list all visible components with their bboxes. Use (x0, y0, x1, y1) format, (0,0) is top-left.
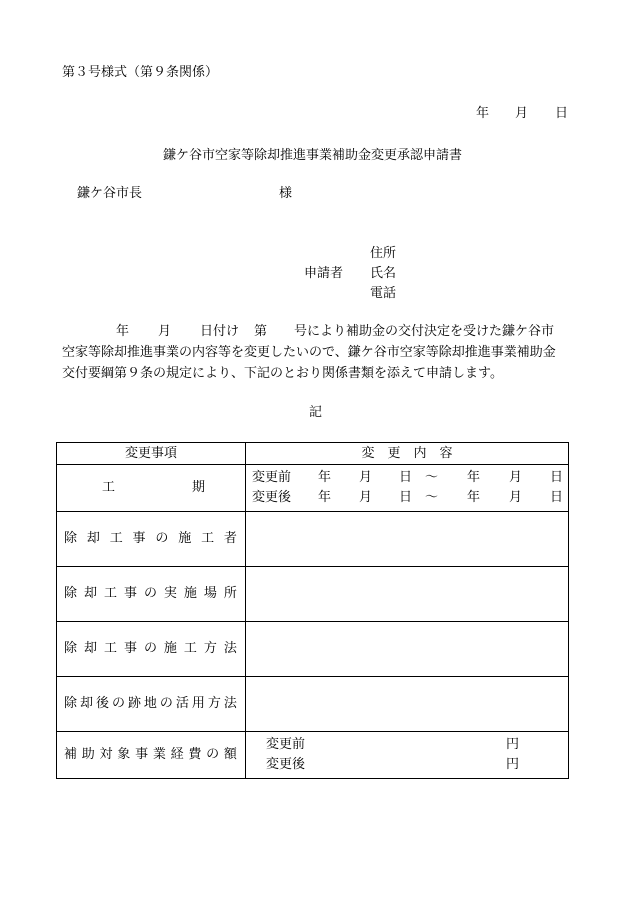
addressee-name: 鎌ケ谷市長 (77, 186, 143, 201)
cost-row (57, 732, 569, 779)
date-year-label: 年 (476, 106, 490, 121)
row-label: 除 却 後 の 跡 地 の 活 用 方 法 (64, 696, 237, 712)
cost-before-label: 変更前 (266, 737, 306, 753)
period-after-year: 年 (318, 490, 332, 506)
cost-label: 補 助 対 象 事 業 経 費 の 額 (64, 747, 237, 763)
row-value-cell[interactable] (246, 567, 569, 622)
phone-label: 電話 (370, 286, 397, 301)
period-label-a: 工 (102, 480, 116, 496)
row-label-cell (57, 567, 246, 622)
table-row (57, 677, 569, 732)
date-day-label: 日 (555, 106, 569, 121)
addressee-honorific: 様 (279, 186, 293, 201)
period-label-b: 期 (191, 480, 205, 496)
row-label: 除 却 工 事 の 施 工 方 法 (64, 641, 237, 657)
change-items-table (56, 442, 569, 779)
name-label: 氏名 (370, 266, 397, 281)
period-after-label: 変更後 (252, 490, 292, 506)
table-row (57, 622, 569, 677)
row-value-cell[interactable] (246, 677, 569, 732)
period-label-cell (57, 465, 246, 512)
period-before-end-month: 月 (509, 470, 523, 486)
row-value-cell[interactable] (246, 622, 569, 677)
cost-before-line (246, 735, 568, 755)
period-after-end-year: 年 (467, 490, 481, 506)
cost-label-cell (57, 732, 246, 779)
period-after-tilde: ～ (425, 490, 439, 506)
row-label: 除 却 工 事 の 実 施 場 所 (64, 586, 237, 602)
applicant-label: 申請者 (304, 266, 344, 281)
body-date-suffix: 日付け (200, 324, 240, 339)
header-content: 変 更 内 容 (246, 443, 569, 465)
period-after-day: 日 (399, 490, 413, 506)
period-after-line (246, 488, 568, 508)
cost-after-line (246, 755, 568, 775)
form-number: 第３号様式（第９条関係） (62, 65, 219, 80)
row-label-cell (57, 677, 246, 732)
body-month: 月 (158, 324, 172, 339)
address-label: 住所 (370, 246, 397, 261)
period-before-month: 月 (359, 470, 373, 486)
body-line-3: 交付要綱第９条の規定により、下記のとおり関係書類を添えて申請します。 (62, 366, 503, 381)
period-before-day: 日 (399, 470, 413, 486)
period-before-year: 年 (318, 470, 332, 486)
date-month-label: 月 (515, 106, 529, 121)
period-before-end-day: 日 (550, 470, 564, 486)
period-before-end-year: 年 (467, 470, 481, 486)
row-label-cell (57, 512, 246, 567)
period-after-end-day: 日 (550, 490, 564, 506)
cost-value-cell (246, 732, 569, 779)
row-label: 除 却 工 事 の 施 工 者 (64, 531, 237, 547)
body-number-prefix: 第 (254, 324, 268, 339)
cost-before-yen: 円 (506, 737, 520, 753)
period-before-label: 変更前 (252, 470, 292, 486)
period-value-cell (246, 465, 569, 512)
body-line-2: 空家等除却推進事業の内容等を変更したいので、鎌ケ谷市空家等除却推進事業補助金 (62, 345, 556, 360)
table-header-row (57, 443, 569, 465)
row-label-cell (57, 622, 246, 677)
document-title: 鎌ケ谷市空家等除却推進事業補助金変更承認申請書 (163, 148, 463, 163)
period-after-month: 月 (359, 490, 373, 506)
row-value-cell[interactable] (246, 512, 569, 567)
period-before-line (246, 468, 568, 488)
table-row (57, 512, 569, 567)
table-row (57, 567, 569, 622)
cost-after-yen: 円 (506, 757, 520, 773)
body-year: 年 (116, 324, 130, 339)
period-before-tilde: ～ (425, 470, 439, 486)
period-after-end-month: 月 (509, 490, 523, 506)
header-item: 変更事項 (57, 443, 246, 465)
note-mark: 記 (309, 405, 323, 420)
cost-after-label: 変更後 (266, 757, 306, 773)
period-row (57, 465, 569, 512)
body-line-1-rest: 号により補助金の交付決定を受けた鎌ケ谷市 (294, 324, 555, 339)
